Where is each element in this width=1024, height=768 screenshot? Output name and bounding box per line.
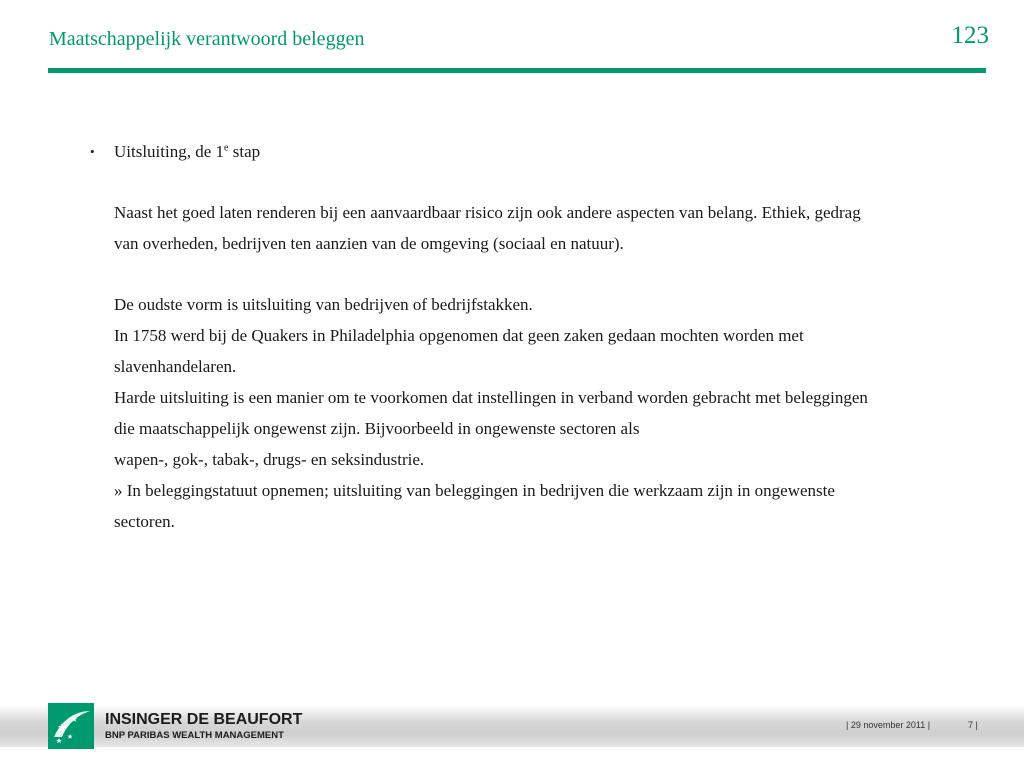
text-line: De oudste vorm is uitsluiting van bedrijven of bedrijfstakken.: [114, 295, 533, 314]
text-line: slavenhandelaren.: [114, 357, 237, 376]
bullet-icon: •: [90, 144, 95, 159]
bnp-stars-icon: [48, 703, 94, 749]
brand-name: INSINGER DE BEAUFORT: [105, 711, 303, 728]
text-line: Harde uitsluiting is een manier om te voorkomen dat instellingen in verband worden gebracht met beleggingen: [114, 388, 868, 407]
footer-slide-number: 7 |: [968, 720, 978, 730]
text-line: van overheden, bedrijven ten aanzien van de omgeving (sociaal en natuur).: [114, 234, 624, 253]
text-line: wapen-, gok-, tabak-, drugs- en seksindustrie.: [114, 450, 425, 469]
bullet-text: Uitsluiting, de 1e stap: [114, 142, 261, 161]
footer-date: | 29 november 2011 |: [846, 720, 931, 730]
slide-content: [90, 136, 990, 537]
brand-subtitle: BNP PARIBAS WEALTH MANAGEMENT: [105, 730, 284, 741]
footer-base: [0, 747, 1024, 768]
paragraph-ethics: [90, 197, 990, 259]
text-line: » In beleggingstatuut opnemen; uitsluiting van beleggingen in bedrijven die werkzaam zijn in ongewenste: [114, 481, 835, 500]
page-title: Maatschappelijk verantwoord beleggen: [49, 28, 365, 50]
bullet-item: [90, 136, 990, 167]
text-line: die maatschappelijk ongewenst zijn. Bijvoorbeeld in ongewenste sectoren als: [114, 419, 640, 438]
paragraph-exclusion: [90, 289, 990, 537]
text-line: Naast het goed laten renderen bij een aanvaardbaar risico zijn ook andere aspecten van belang. Ethiek, gedrag: [114, 203, 861, 222]
page-number: 123: [951, 22, 989, 49]
text-line: In 1758 werd bij de Quakers in Philadelphia opgenomen dat geen zaken gedaan mochten worden met: [114, 326, 804, 345]
text-line: sectoren.: [114, 512, 175, 531]
header-divider: [48, 68, 986, 73]
